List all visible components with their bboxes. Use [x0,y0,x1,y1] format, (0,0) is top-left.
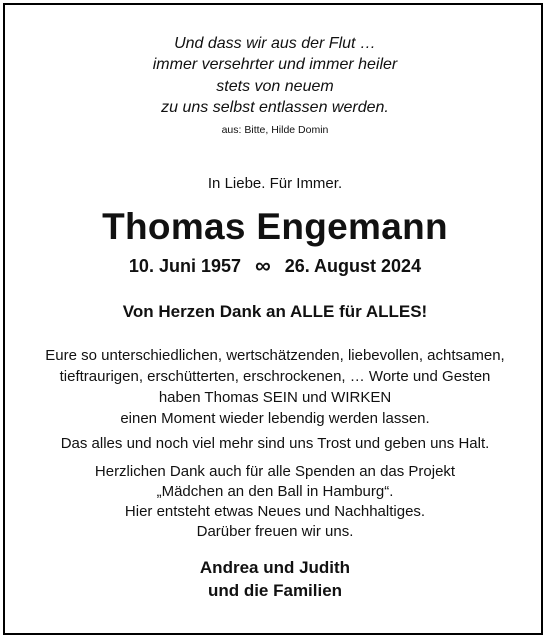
thanks-headline: Von Herzen Dank an ALLE für ALLES! [122,302,428,321]
deceased-name: Thomas Engemann [102,206,448,247]
paragraph-line: haben Thomas SEIN und WIRKEN [158,389,392,406]
signature-line: und die Familien [207,581,343,600]
poem-line: Und dass wir aus der Flut … [174,35,376,52]
infinity-icon: ∞ [255,253,271,278]
death-date: 26. August 2024 [284,256,422,276]
birth-date: 10. Juni 1957 [128,256,241,276]
poem-line: immer versehrter und immer heiler [152,56,398,73]
signature-line: Andrea und Judith [199,558,351,577]
paragraph-line: tieftraurigen, erschütterten, erschrockenen, … Worte und Gesten [59,368,491,385]
comfort-line: Das alles und noch viel mehr sind uns Trost und geben uns Halt. [60,435,490,452]
poem-line: zu uns selbst entlassen werden. [161,99,389,116]
poem-source: aus: Bitte, Hilde Domin [221,124,329,136]
life-dates [0,252,550,278]
paragraph-line: Hier entsteht etwas Neues und Nachhaltiges. [124,503,426,520]
paragraph-line: Eure so unterschiedlichen, wertschätzenden, liebevollen, achtsamen, [45,347,505,364]
poem-line: stets von neuem [216,78,334,95]
paragraph-line: einen Moment wieder lebendig werden lassen. [120,410,430,427]
paragraph-line: Darüber freuen wir uns. [196,523,354,540]
paragraph-line: „Mädchen an den Ball in Hamburg“. [156,483,394,500]
intro-text: In Liebe. Für Immer. [207,175,343,192]
paragraph-line: Herzlichen Dank auch für alle Spenden an das Projekt [94,463,456,480]
